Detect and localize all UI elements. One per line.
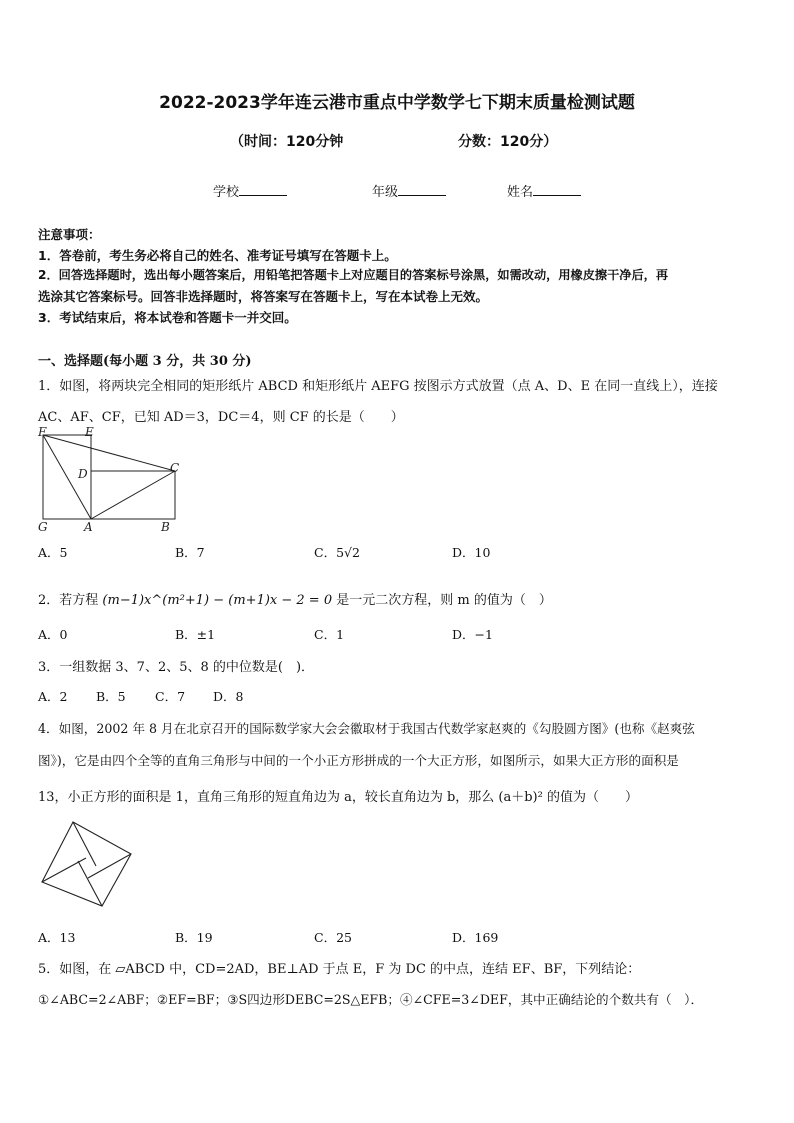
- section-heading: 一、选择题(每小题 3 分，共 30 分): [38, 354, 252, 369]
- exam-score: 分数：120分）: [458, 134, 558, 150]
- q4-stem-line2: 图》)，它是由四个全等的直角三角形与中间的一个小正方形拼成的一个大正方形，如图所示，如果大正方形的面积是: [38, 753, 679, 768]
- q2-option-a: A．0: [38, 627, 68, 642]
- q2-prefix: 2．若方程: [38, 593, 99, 608]
- q1-option-d: D．10: [452, 545, 491, 560]
- notice-item-1: 1．答卷前，考生务必将自己的姓名、准考证号填写在答题卡上。: [38, 248, 397, 263]
- outer-square: [42, 822, 131, 906]
- q4-option-a: A．13: [38, 930, 76, 945]
- label-a: A: [84, 520, 93, 534]
- page-title: 2022-2023学年连云港市重点中学数学七下期末质量检测试题: [159, 93, 635, 113]
- q3-option-d: D．8: [213, 689, 244, 704]
- q3-option-b: B．5: [96, 689, 126, 704]
- school-field: [213, 181, 287, 200]
- notice-heading: 注意事项：: [38, 227, 101, 242]
- q2-stem: [38, 589, 552, 608]
- q3-option-c: C．7: [155, 689, 186, 704]
- q4-stem-line3: 13，小正方形的面积是 1，直角三角形的短直角边为 a，较长直角边为 b，那么 (a＋b)² 的值为（ ）: [38, 790, 638, 805]
- name-label: 姓名: [507, 185, 534, 200]
- q3-option-a: A．2: [38, 689, 68, 704]
- label-b: B: [161, 520, 170, 534]
- label-c: C: [170, 461, 180, 475]
- grade-field: [372, 181, 446, 200]
- label-e: E: [85, 425, 94, 439]
- name-field: [507, 181, 581, 200]
- label-f: F: [38, 425, 47, 439]
- grade-label: 年级: [372, 185, 399, 200]
- segment-cf: [43, 435, 175, 471]
- school-label: 学校: [213, 185, 240, 200]
- q4-option-d: D．169: [452, 930, 499, 945]
- notice-item-3: 3．考试结束后，将本试卷和答题卡一并交回。: [38, 310, 297, 325]
- label-d: D: [78, 467, 88, 481]
- q1-stem-line1: 1．如图，将两块完全相同的矩形纸片 ABCD 和矩形纸片 AEFG 按图示方式放置（点 A、D、E 在同一直线上），连接: [38, 379, 718, 394]
- segment-ac: [91, 471, 175, 519]
- q1-figure: [34, 424, 194, 536]
- school-blank: [239, 183, 287, 196]
- q2-option-d: D．−1: [452, 627, 493, 642]
- label-g: G: [38, 520, 48, 534]
- q4-option-c: C．25: [314, 930, 352, 945]
- q5-stem-line1: 5．如图，在 ▱ABCD 中，CD=2AD，BE⊥AD 于点 E，F 为 DC 的中点，连结 EF、BF，下列结论：: [38, 962, 641, 977]
- q3-stem: 3．一组数据 3、7、2、5、8 的中位数是( )．: [38, 660, 315, 675]
- q1-option-a: A．5: [38, 545, 68, 560]
- q2-option-b: B．±1: [175, 627, 216, 642]
- notice-item-2a: 2．回答选择题时，选出每小题答案后，用铅笔把答题卡上对应题目的答案标号涂黑，如需改动，用橡皮擦干净后，再: [38, 268, 669, 282]
- q5-stem-line2: ①∠ABC=2∠ABF；②EF=BF；③S四边形DEBC=2S△EFB；④∠CFE=3∠DEF，其中正确结论的个数共有（ ）．: [38, 992, 704, 1007]
- q4-figure-zhaoshuang: [38, 818, 136, 910]
- triangle-side-3: [78, 861, 102, 906]
- q1-stem-line2: AC、AF、CF，已知 AD＝3，DC＝4，则 CF 的长是（ ）: [38, 410, 404, 425]
- q2-equation: (m−1)x^(m²+1) − (m+1)x − 2 = 0: [102, 593, 333, 608]
- q2-suffix: 是一元二次方程，则 m 的值为（ ）: [336, 593, 552, 608]
- q4-stem-line1: 4．如图，2002 年 8 月在北京召开的国际数学家大会会徽取材于我国古代数学家赵爽的《勾股圆方图》(也称《赵爽弦: [38, 721, 695, 736]
- q1-option-b: B．7: [175, 545, 205, 560]
- notice-item-2b: 选涂其它答案标号。回答非选择题时，将答案写在答题卡上，写在本试卷上无效。: [38, 289, 489, 304]
- q1-option-c: C．5√2: [314, 545, 360, 560]
- grade-blank: [398, 183, 446, 196]
- exam-time: （时间：120分钟: [230, 134, 344, 150]
- q2-option-c: C．1: [314, 627, 345, 642]
- name-blank: [533, 183, 581, 196]
- q4-option-b: B．19: [175, 930, 213, 945]
